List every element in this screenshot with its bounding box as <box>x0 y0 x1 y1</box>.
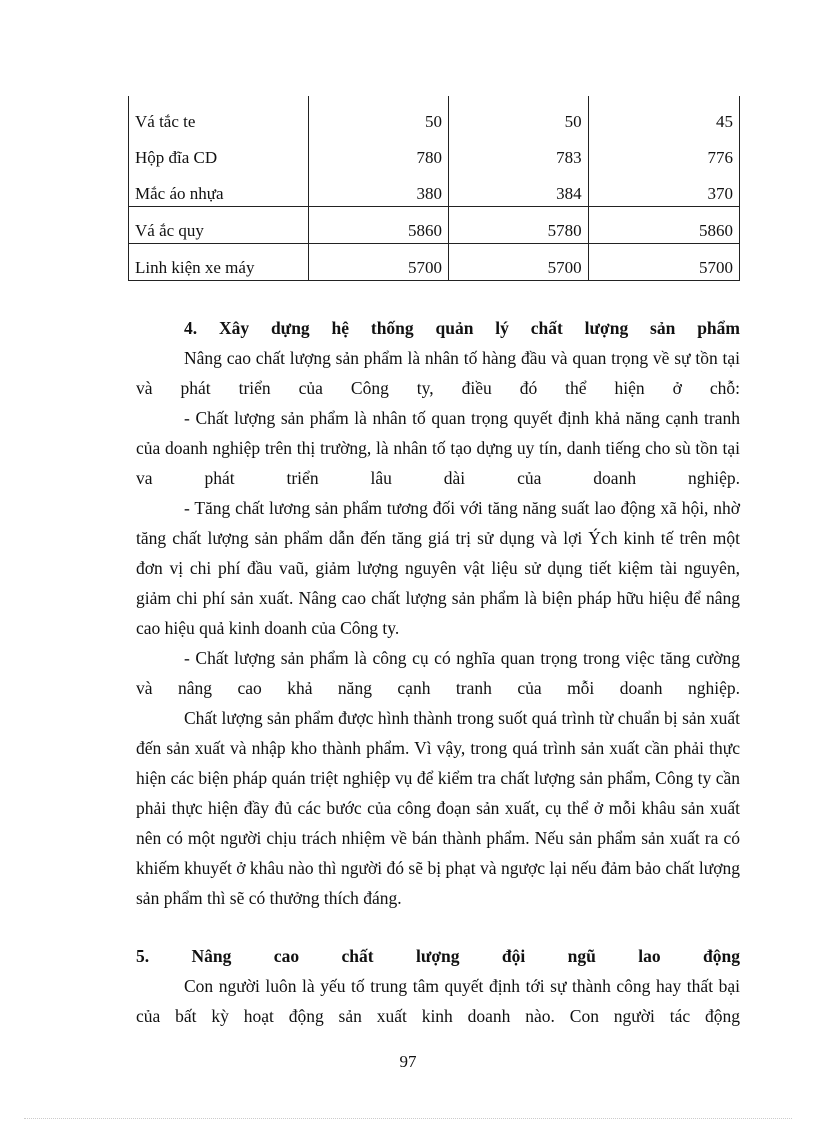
value-col-1: 780 <box>309 134 449 170</box>
body-paragraph: - Tăng chất lương sản phẩm tương đối với tăng năng suất lao động xã hội, nhờ tăng chất lượng sản phẩm dẫn đến tăng giá trị sử dụng và lợi Ých kinh tế trên một đơn vị chi phí đầu vaũ, giảm lượng nguyên vật liệu sử dụng tiết kiệm tài nguyên, giảm chi phí sản xuất. Nâng cao chất lượng sản phẩm là biện pháp hữu hiệu để nâng cao hiệu quả kinh doanh của Công ty. <box>136 498 740 638</box>
table-row <box>129 170 740 207</box>
section-4-heading: 4. Xây dựng hệ thống quản lý chất lượng sản phẩm <box>184 318 740 338</box>
value-col-2: 783 <box>448 134 588 170</box>
body-paragraph: - Chất lượng sản phẩm là công cụ có nghĩa quan trọng trong việc tăng cường và nâng cao khả năng cạnh tranh của mỗi doanh nghiệp. <box>136 648 740 698</box>
value-col-2: 50 <box>448 96 588 134</box>
value-col-3: 45 <box>588 96 739 134</box>
value-col-2: 384 <box>448 170 588 207</box>
value-col-2: 5780 <box>448 207 588 244</box>
value-col-3: 370 <box>588 170 739 207</box>
value-col-2: 5700 <box>448 244 588 281</box>
section-5-heading: 5. Nâng cao chất lượng đội ngũ lao động <box>136 946 740 966</box>
section-5 <box>136 941 740 1031</box>
value-col-3: 5700 <box>588 244 739 281</box>
product-name: Linh kiện xe máy <box>129 244 309 281</box>
table-row <box>129 207 740 244</box>
section-4 <box>136 313 740 913</box>
body-paragraph: Con người luôn là yếu tố trung tâm quyết định tới sự thành công hay thất bại của bất kỳ hoạt động sản xuất kinh doanh nào. Con người tác động <box>136 976 740 1026</box>
value-col-1: 5860 <box>309 207 449 244</box>
body-paragraph: Chất lượng sản phẩm được hình thành trong suốt quá trình từ chuẩn bị sản xuất đến sản xuất và nhập kho thành phẩm. Vì vậy, trong quá trình sản xuất cần phải thực hiện các biện pháp quán triệt nghiệp vụ để kiểm tra chất lượng sản phẩm, Công ty cần phải thực hiện đầy đủ các bước của công đoạn sản xuất, cụ thể ở mỗi khâu sản xuất nên có một người chịu trách nhiệm về bán thành phẩm. Nếu sản phẩm sản xuất ra có khiếm khuyết ở khâu nào thì người đó sẽ bị phạt và ngược lại nếu đảm bảo chất lượng sản phẩm thì sẽ có thưởng thích đáng. <box>136 708 740 908</box>
table-row <box>129 134 740 170</box>
page-number: 97 <box>399 1052 417 1071</box>
value-col-1: 5700 <box>309 244 449 281</box>
value-col-1: 50 <box>309 96 449 134</box>
value-col-3: 5860 <box>588 207 739 244</box>
footer-divider <box>24 1118 792 1119</box>
product-name: Vá ắc quy <box>129 207 309 244</box>
product-name: Mắc áo nhựa <box>129 170 309 207</box>
body-paragraph: Nâng cao chất lượng sản phẩm là nhân tố hàng đầu và quan trọng về sự tồn tại và phát triển của Công ty, điều đó thể hiện ở chỗ: <box>136 348 740 398</box>
product-name: Vá tắc te <box>129 96 309 134</box>
value-col-3: 776 <box>588 134 739 170</box>
product-name: Hộp đĩa CD <box>129 134 309 170</box>
table-row <box>129 96 740 134</box>
body-paragraph: - Chất lượng sản phẩm là nhân tố quan trọng quyết định khả năng cạnh tranh của doanh nghiệp trên thị trường, là nhân tố tạo dựng uy tín, danh tiếng cho sù tồn tại va phát triển lâu dài của doanh nghiệp. <box>136 408 740 488</box>
value-col-1: 380 <box>309 170 449 207</box>
product-table <box>128 96 740 281</box>
table-row <box>129 244 740 281</box>
